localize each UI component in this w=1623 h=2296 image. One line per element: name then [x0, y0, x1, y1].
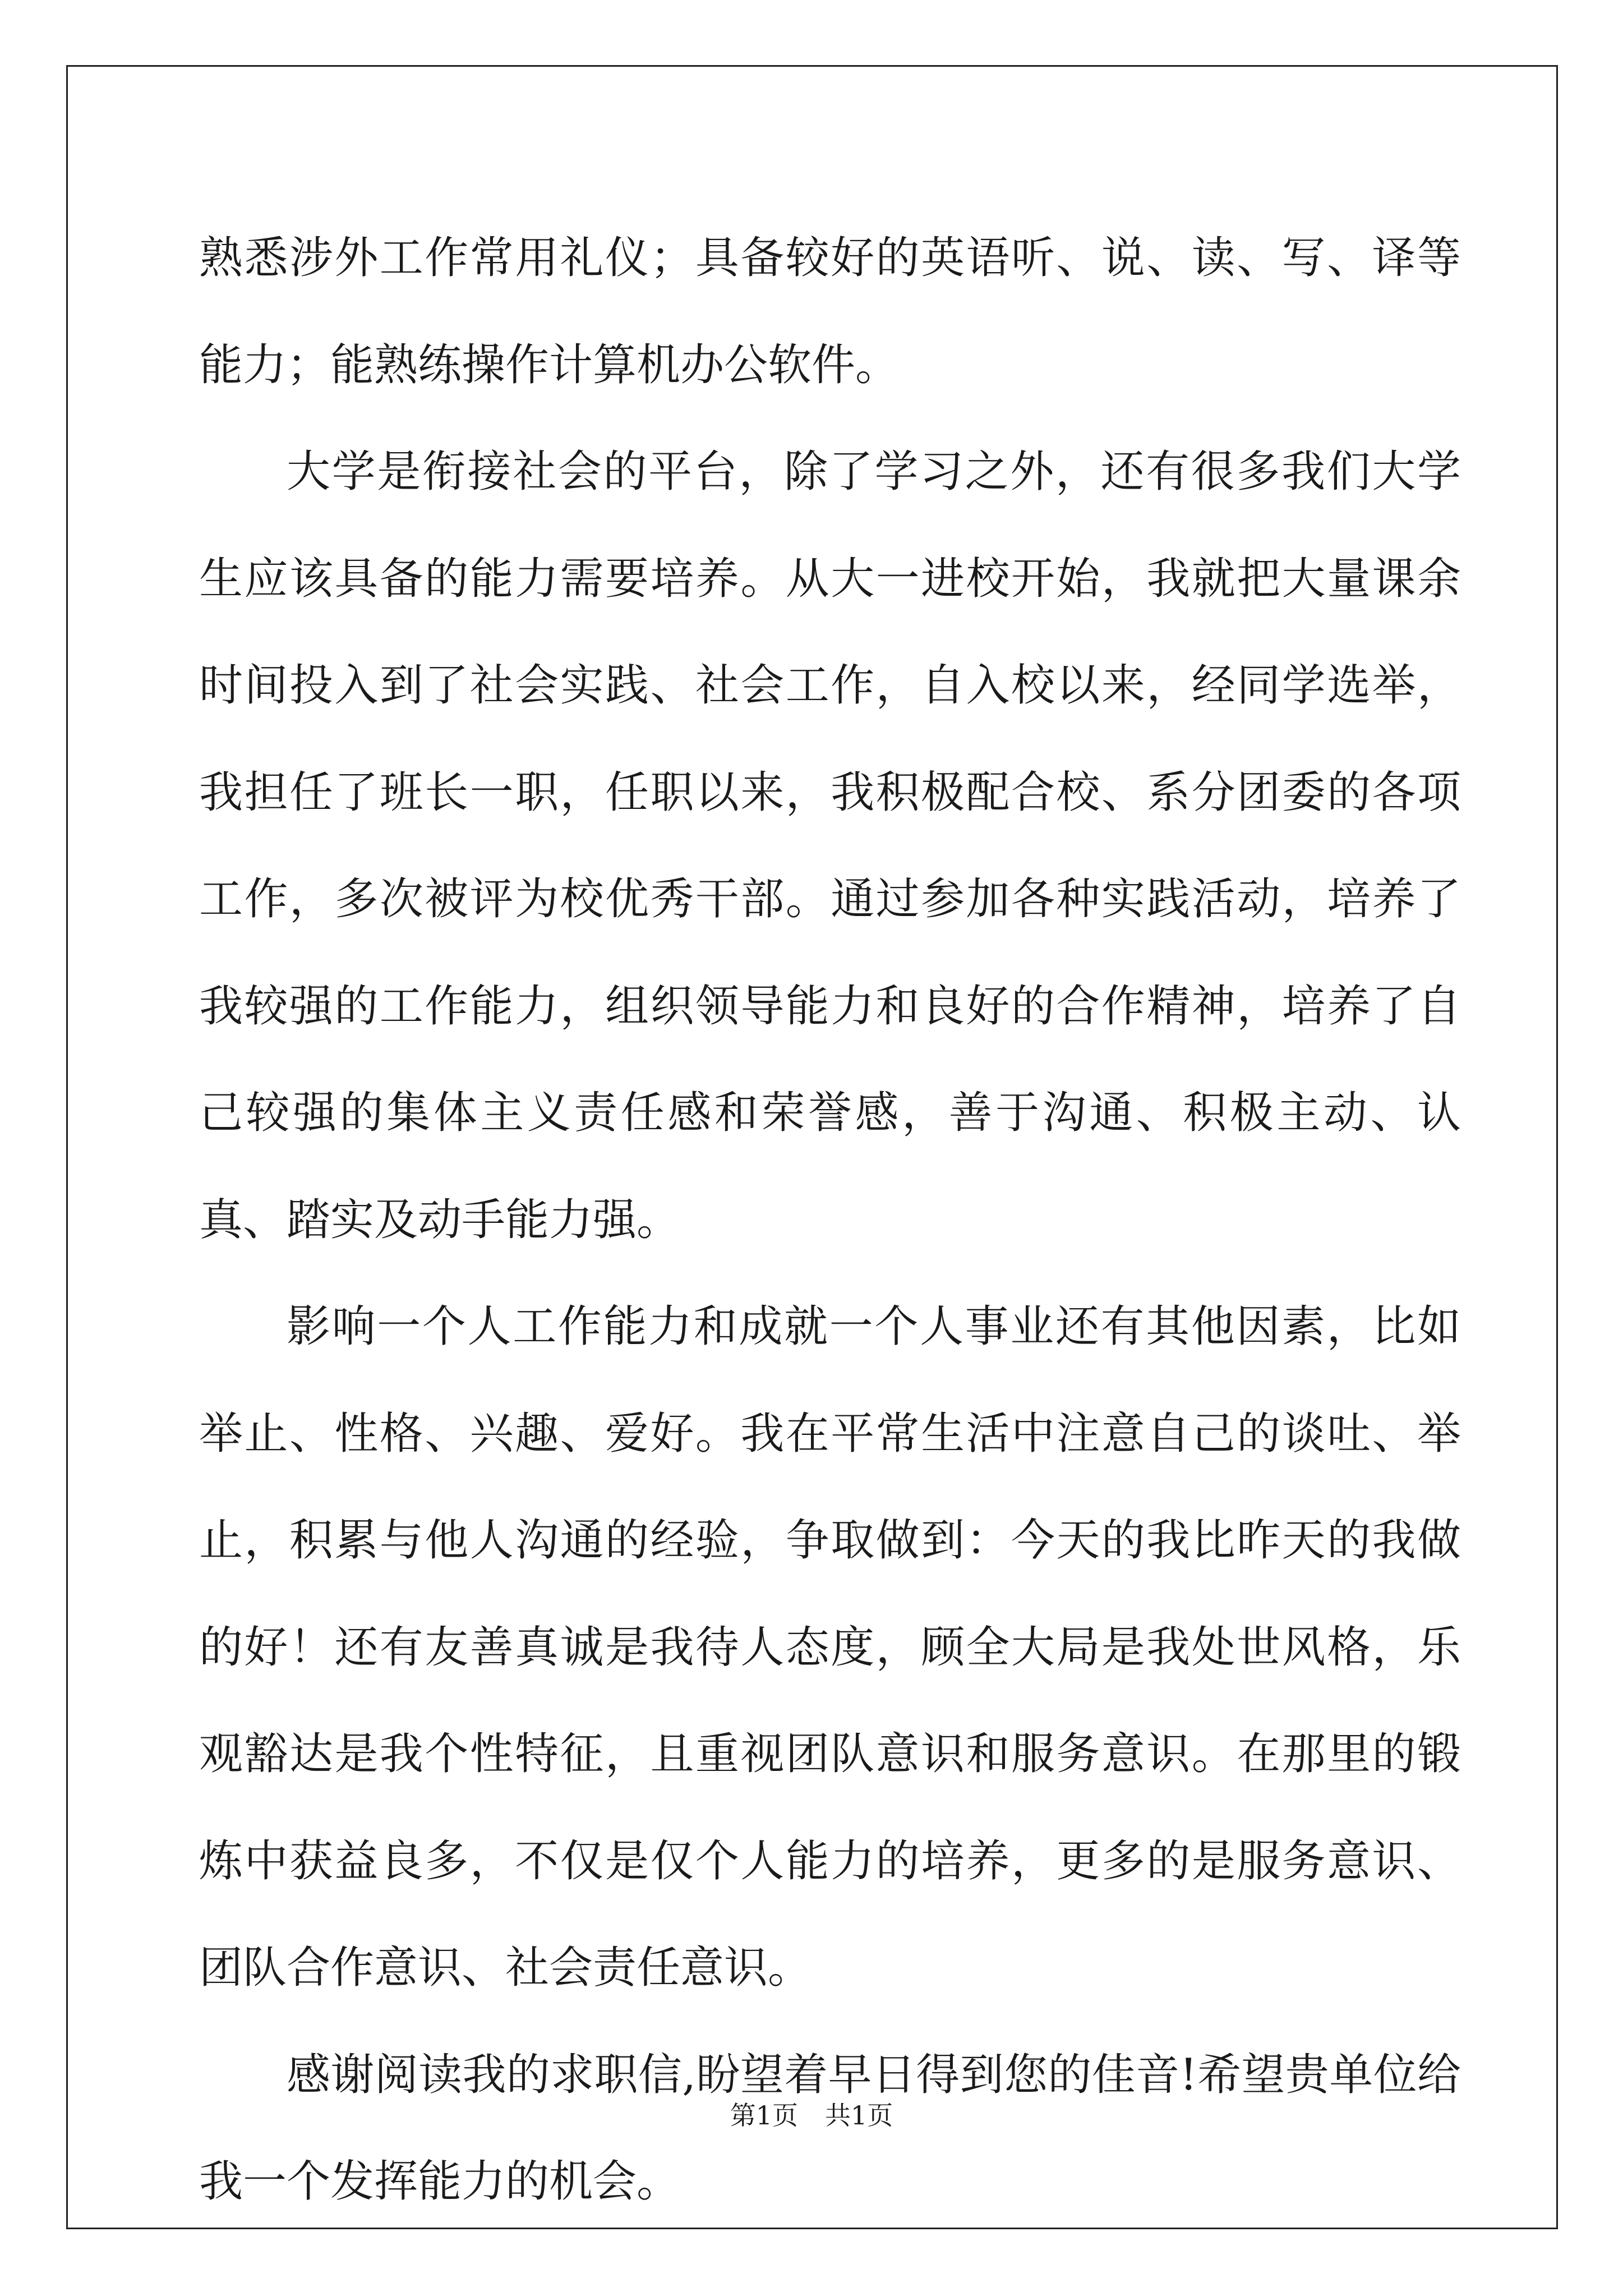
document-body: [199, 205, 1461, 2235]
paragraph-closing: 感谢阅读我的求职信,盼望着早日得到您的佳音!希望贵单位给我一个发挥能力的机会。: [199, 2049, 1461, 2207]
paragraph-continuation: 熟悉涉外工作常用礼仪；具备较好的英语听、说、读、写、译等能力；能熟练操作计算机办公软件。: [199, 233, 1461, 390]
page-total: 共1页: [825, 2100, 893, 2131]
paragraph-personal-qualities: 影响一个人工作能力和成就一个人事业还有其他因素，比如举止、性格、兴趣、爱好。我在平常生活中注意自己的谈吐、举止，积累与他人沟通的经验，争取做到：今天的我比昨天的我做的好！还有友善真诚是我待人态度，顾全大局是我处世风格，乐观豁达是我个性特征，且重视团队意识和服务意识。在那里的锻炼中获益良多，不仅是仅个人能力的培养，更多的是服务意识、团队合作意识、社会责任意识。: [199, 1301, 1461, 1993]
page-footer: [0, 2095, 1623, 2132]
page-number: 第1页: [730, 2100, 798, 2131]
paragraph-university-experience: 大学是衔接社会的平台，除了学习之外，还有很多我们大学生应该具备的能力需要培养。从大一进校开始，我就把大量课余时间投入到了社会实践、社会工作，自入校以来，经同学选举，我担任了班长一职，任职以来，我积极配合校、系分团委的各项工作，多次被评为校优秀干部。通过参加各种实践活动，培养了我较强的工作能力，组织领导能力和良好的合作精神，培养了自己较强的集体主义责任感和荣誉感，善于沟通、积极主动、认真、踏实及动手能力强。: [199, 447, 1461, 1245]
